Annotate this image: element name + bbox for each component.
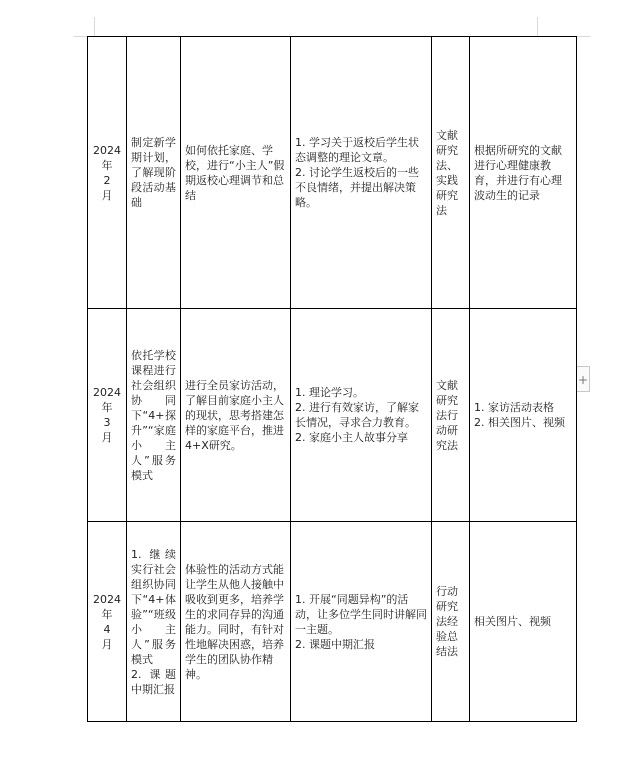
measures-cell: [291, 309, 432, 522]
table-row: [88, 309, 577, 522]
date-month: 3: [103, 416, 111, 429]
table-row: [88, 37, 577, 309]
result-cell: [470, 309, 577, 522]
goal-item: 1. 继续实行社会组织协同下“4+体验”“班级小主人”服务模式: [131, 547, 176, 666]
page-margin-guide-right: [537, 17, 538, 36]
method-cell: 文献研究法行动研究法: [432, 309, 470, 522]
page-margin-guide-left: [94, 17, 95, 36]
content-cell: 体验性的活动方式能让学生从他人接触中吸收到更多，培养学生的求同存异的沟通能力。同时，有针对性地解决困惑，培养学生的团队协作精神。: [181, 522, 291, 722]
date-cell: [88, 522, 127, 722]
measures-cell: [291, 37, 432, 309]
date-year: 2024: [93, 592, 121, 606]
date-month-unit: 月: [101, 431, 113, 444]
result-item: 1. 家访活动表格: [474, 401, 554, 414]
goal-cell: [127, 522, 181, 722]
measure-item: 2. 进行有效家访，了解家长情况，寻求合力教育。: [295, 401, 419, 429]
result-cell: 相关图片、视频: [470, 522, 577, 722]
measure-item: 2. 讨论学生返校后的一些不良情绪，并提出解决策略。: [295, 166, 419, 209]
date-month: 2: [103, 173, 111, 187]
page-margin-guide-top-right: [576, 36, 590, 37]
date-cell: [88, 37, 127, 309]
date-year-unit: 年: [101, 607, 113, 621]
measures-cell: [291, 522, 432, 722]
content-cell: 进行全员家访活动，了解目前家庭小主人的现状，思考搭建怎样的家庭平台，推进4+X研究。: [181, 309, 291, 522]
plus-icon: +: [577, 373, 589, 387]
date-year: 2024: [93, 143, 121, 157]
measure-item: 1. 学习关于返校后学生状态调整的理论文章。: [295, 136, 419, 164]
goal-cell: 依托学校课程进行社会组织协同下“4+探升”“家庭小主人”服务模式: [127, 309, 181, 522]
goal-cell: 制定新学期计划，了解现阶段活动基础: [127, 37, 181, 309]
date-month: 4: [103, 622, 111, 636]
method-cell: 行动研究法经验总结法: [432, 522, 470, 722]
table-row: [88, 522, 577, 722]
page-margin-guide-top: [74, 36, 88, 37]
date-year: 2024: [93, 386, 121, 399]
method-cell: 文献研究法、实践研究法: [432, 37, 470, 309]
measure-item: 1. 理论学习。: [295, 386, 364, 399]
add-column-button[interactable]: [576, 366, 590, 392]
measure-item: 2. 课题中期汇报: [295, 637, 375, 651]
date-year-unit: 年: [101, 401, 113, 414]
date-month-unit: 月: [101, 637, 113, 651]
measure-item: 1. 开展“同题异构”的活动，让多位学生同时讲解同一主题。: [295, 592, 427, 636]
content-cell: 如何依托家庭、学校，进行“小主人”假期返校心理调节和总结: [181, 37, 291, 309]
result-item: 2. 相关图片、视频: [474, 416, 565, 429]
date-cell: [88, 309, 127, 522]
goal-item: 2. 课题中期汇报: [131, 667, 176, 696]
result-cell: 根据所研究的文献进行心理健康教育，并进行有心理波动生的记录: [470, 37, 577, 309]
date-year-unit: 年: [101, 158, 113, 172]
date-month-unit: 月: [101, 188, 113, 202]
measure-item: 2. 家庭小主人故事分享: [295, 431, 408, 444]
research-schedule-table: [87, 36, 577, 722]
